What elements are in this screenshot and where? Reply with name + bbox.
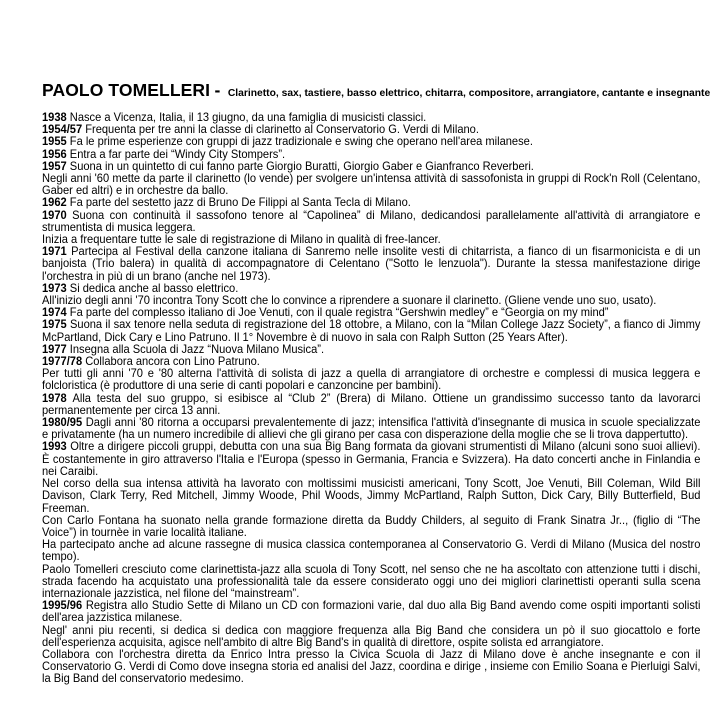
entry-text: Oltre a dirigere piccoli gruppi, debutta con una sua Big Bang formata da giovani strumentisti di Milano (alcuni sono suoi allievi). È costantemente in giro attraverso l'Italia e l'Europa (spesso in Germania, Francia e Svizzera). Ha dato concerti anche in Finlandia e nei Caraibi. bbox=[42, 439, 701, 478]
artist-name: PAOLO TOMELLERI bbox=[42, 80, 211, 100]
entry-text: Suona il sax tenore nella seduta di registrazione del 18 ottobre, a Milano, con la “Milan College Jazz Society”, a fianco di Jimmy McPartland, Dick Cary e Lino Patruno. Il 1° Novembre è di nuovo in sala con Ralph Sutton (25 Years After). bbox=[42, 317, 701, 344]
entry-text: Paolo Tomelleri cresciuto come clarinettista-jazz alla scuola di Tony Scott, nel senso che ne ha ascoltato con attenzione tutti i dischi, strada facendo ha acquistato una professionalità tale da essere considerato oggi uno dei migliori clarinettisti operanti sulla scena internazionale jazzistica, nel filone del “mainstream”. bbox=[42, 561, 701, 600]
entry-year: 1995/96 bbox=[42, 598, 83, 613]
entry-year: 1971 bbox=[42, 244, 67, 259]
entry-year: 1962 bbox=[42, 195, 67, 210]
entry-text: Frequenta per tre anni la classe di clarinetto al Conservatorio G. Verdi di Milano. bbox=[85, 122, 479, 137]
biography-entry bbox=[42, 209, 700, 233]
entry-text: Fa parte del complesso italiano di Joe Venuti, con il quale registra “Gershwin medley” e “Georgia on my mind” bbox=[69, 305, 609, 320]
biography-entry bbox=[42, 392, 700, 416]
entry-text: Si dedica anche al basso elettrico. bbox=[69, 280, 239, 295]
biography-entry bbox=[42, 367, 700, 391]
entry-text: Con Carlo Fontana ha suonato nella grande formazione diretta da Buddy Childers, al seguito di Frank Sinatra Jr.., (figlio di “The Voice”) in tournèe in varie località italiane. bbox=[42, 512, 701, 539]
entry-text: Inizia a frequentare tutte le sale di registrazione di Milano in qualità di free-lancer. bbox=[42, 232, 441, 247]
biography-entry bbox=[42, 245, 700, 282]
entry-text: Alla testa del suo gruppo, si esibisce al “Club 2” (Brera) di Milano. Ottiene un grandissimo successo tanto da lavorarci permanentemente per circa 13 anni. bbox=[42, 390, 701, 417]
entry-text: All'inizio degli anni '70 incontra Tony Scott che lo convince a riprendere a suonare il clarinetto. (Gliene vende uno suo, usato). bbox=[42, 293, 657, 308]
biography-entry bbox=[42, 538, 700, 562]
entry-year: 1977/78 bbox=[42, 354, 83, 369]
biography-entry bbox=[42, 624, 700, 648]
entry-year: 1975 bbox=[42, 317, 67, 332]
entry-year: 1977 bbox=[42, 341, 67, 356]
entry-text: Per tutti gli anni '70 e '80 alterna l'attività di solista di jazz a quella di arrangiatore di orchestre e complessi di musica leggera e folcloristica (è produttore di una serie di canti popolari e canzoncine per bambini). bbox=[42, 366, 701, 393]
biography-entry bbox=[42, 648, 700, 685]
entry-text: Fa le prime esperienze con gruppi di jazz tradizionale e swing che operano nell'area milanese. bbox=[69, 134, 533, 149]
biography-entry bbox=[42, 416, 700, 440]
biography-entry bbox=[42, 172, 700, 196]
entry-text: Fa parte del sestetto jazz di Bruno De Filippi al Santa Tecla di Milano. bbox=[69, 195, 411, 210]
entry-text: Nasce a Vicenza, Italia, il 13 giugno, da una famiglia di musicisti classici. bbox=[69, 110, 427, 124]
entry-year: 1980/95 bbox=[42, 415, 83, 430]
entry-year: 1954/57 bbox=[42, 122, 83, 137]
entry-text: Suona in un quintetto di cui fanno parte Giorgio Buratti, Giorgio Gaber e Gianfranco Reverberi. bbox=[69, 158, 534, 173]
biography-entry bbox=[42, 318, 700, 342]
entry-year: 1993 bbox=[42, 439, 67, 454]
entry-year: 1974 bbox=[42, 305, 67, 320]
entry-text: Collabora ancora con Lino Patruno. bbox=[85, 354, 260, 369]
entry-year: 1938 bbox=[42, 110, 67, 124]
entry-year: 1956 bbox=[42, 146, 67, 161]
entry-text: Collabora con l'orchestra diretta da Enrico Intra presso la Civica Scuola di Jazz di Milano dove è anche insegnante e con il Conservatorio G. Verdi di Como dove insegna storia ed analisi del Jazz, coordina e dirige , insieme con Emilio Soana e Pierluigi Salvi, la Big Band del conservatorio medesimo. bbox=[42, 646, 701, 686]
biography-entry bbox=[42, 477, 700, 514]
biography-entry bbox=[42, 514, 700, 538]
biography-entry bbox=[42, 563, 700, 600]
entry-text: Registra allo Studio Sette di Milano un CD con formazioni varie, dal duo alla Big Band avendo come ospiti importanti solisti dell'area jazzistica milanese. bbox=[42, 598, 701, 625]
biography-entries bbox=[42, 111, 701, 685]
entry-year: 1955 bbox=[42, 134, 67, 149]
entry-text: Entra a far parte dei “Windy City Stompers”. bbox=[69, 146, 286, 161]
entry-text: Dagli anni '80 ritorna a occuparsi prevalentemente di jazz; intensifica l'attività d'insegnante di musica in scuole specializzate e privatamente (ha un numero incredibile di allievi che gli girano per casa con disperazione della moglie che se li trova dappertutto). bbox=[42, 415, 701, 442]
artist-roles: Clarinetto, sax, tastiere, basso elettrico, chitarra, compositore, arrangiatore, cantante e insegnante bbox=[227, 88, 710, 99]
entry-year: 1970 bbox=[42, 207, 67, 222]
entry-text: Suona con continuità il sassofono tenore al “Capolinea” di Milano, dedicandosi parallelamente all'attività di arrangiatore e strumentista di musica leggera. bbox=[42, 207, 701, 234]
entry-text: Negl' anni piu recenti, si dedica si dedica con maggiore frequenza alla Big Band che considera un pò il suo giocattolo e forte dell'esperienza acquisita, agisce nell'ambito di altre Big Band's in qualità di direttore, ospite solista ed arrangiatore. bbox=[42, 622, 701, 649]
entry-year: 1957 bbox=[42, 158, 67, 173]
entry-year: 1978 bbox=[42, 390, 67, 405]
entry-text: Partecipa al Festival della canzone italiana di Sanremo nelle insolite vesti di chitarrista, a fianco di un fisarmonicista e di un banjoista (Trio balera) in qualità di accompagnatore di Celentano ("Sotto le lenzuola"). Durante la stessa manifestazione dirige l'orchestra in più di un brano (anche nel 1973). bbox=[42, 244, 701, 283]
biography-entry bbox=[42, 440, 700, 477]
entry-text: Insegna alla Scuola di Jazz “Nuova Milano Musica”. bbox=[69, 341, 325, 356]
biography-entry bbox=[42, 599, 700, 623]
entry-text: Ha partecipato anche ad alcune rassegne di musica classica contemporanea al Conservatorio G. Verdi di Milano (Musica del nostro tempo). bbox=[42, 537, 701, 564]
entry-text: Negli anni '60 mette da parte il clarinetto (lo vende) per svolgere un'intensa attività di sassofonista in gruppi di Rock'n Roll (Celentano, Gaber ed altri) e in orchestre da ballo. bbox=[42, 171, 701, 198]
biography-document bbox=[42, 80, 710, 686]
entry-year: 1973 bbox=[42, 280, 67, 295]
biography-header bbox=[42, 80, 710, 101]
header-separator: - bbox=[214, 80, 221, 100]
entry-text: Nel corso della sua intensa attività ha lavorato con moltissimi musicisti americani, Tony Scott, Joe Venuti, Bill Coleman, Wild Bill Davison, Clark Terry, Red Mitchell, Jimmy Woode, Phil Woods, Jimmy McPartland, Ralph Sutton, Dick Cary, Billy Butterfield, Bud Freeman. bbox=[42, 476, 701, 515]
